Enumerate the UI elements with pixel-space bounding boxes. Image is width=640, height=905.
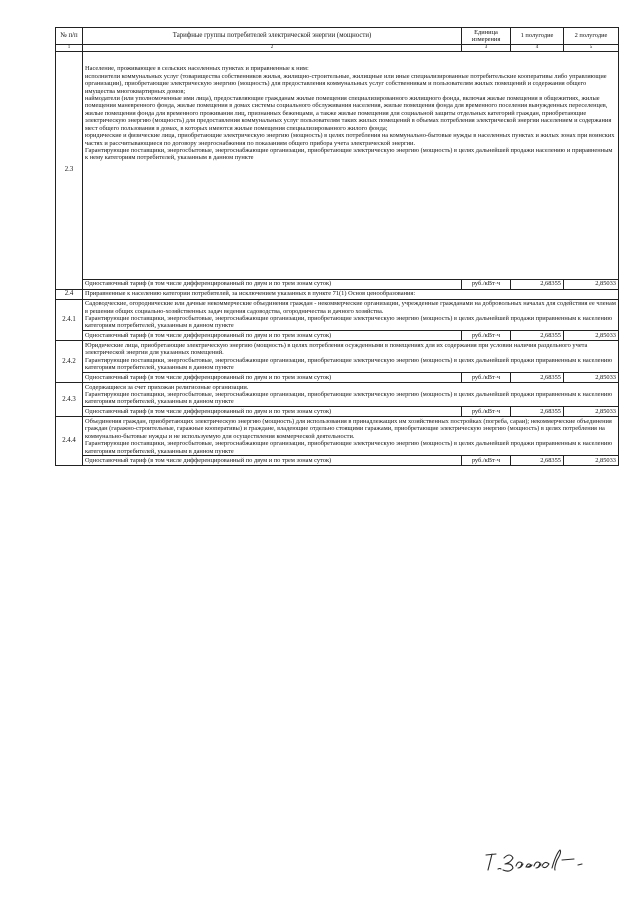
header-first-half: 1 полугодие <box>511 28 564 45</box>
table-row <box>56 289 619 299</box>
row-number: 2.4.2 <box>56 341 83 383</box>
row-paragraph: Гарантирующие поставщики, энергосбытовые, энергоснабжающие организации, приобретающие электрическую энергию (мощность) в целях дальнейшей продажи населению и приравненным к нему категориям потребителей, указанным в данном пункте <box>85 146 613 162</box>
tariff-first-half: 2,68355 <box>511 456 564 466</box>
tariff-row <box>56 456 619 466</box>
row-paragraph: Объединения граждан, приобретающих электрическую энергию (мощность) для использования в принадлежащих им хозяйственных постройках (погреба, сараи); некоммерческие объединения граждан (гаражно-строительные, гаражные кооперативы) и граждане, владеющие отдельно стоящими гаражами, приобретающие электрическую энергию (мощность) в целях потребления на коммунально-бытовые нужды и не используемую для осуществления коммерческой деятельности. <box>85 417 612 440</box>
row-paragraph: Гарантирующие поставщики, энергосбытовые, энергоснабжающие организации, приобретающие электрическую энергию (мощность) в целях дальнейшей продажи приравненным к населению категориям потребителей, указанным в данном пункте <box>85 356 613 372</box>
tariff-label: Одноставочный тариф (в том числе дифференцированный по двум и по трем зонам суток) <box>83 331 462 341</box>
row-description <box>83 383 619 407</box>
table-row <box>56 383 619 407</box>
row-paragraph: Гарантирующие поставщики, энергосбытовые, энергоснабжающие организации, приобретающие электрическую энергию (мощность) в целях дальнейшей продажи приравненным к населению категориям потребителей, указанным в данном пункте <box>85 315 613 330</box>
row-number: 2.4 <box>56 289 83 299</box>
column-number: 2 <box>83 44 462 51</box>
header-group: Тарифные группы потребителей электрической энергии (мощности) <box>83 28 462 45</box>
tariff-unit: руб./кВт·ч <box>462 373 511 383</box>
tariff-second-half: 2,85033 <box>564 373 619 383</box>
column-number: 4 <box>511 44 564 51</box>
tariff-label: Одноставочный тариф (в том числе дифференцированный по двум и по трем зонам суток) <box>83 456 462 466</box>
row-paragraph: Содержащиеся за счет прихожан религиозные организации. <box>85 383 249 391</box>
tariff-row <box>56 373 619 383</box>
tariff-second-half: 2,85033 <box>564 331 619 341</box>
row-paragraph: Гарантирующие поставщики, энергосбытовые, энергоснабжающие организации, приобретающие электрическую энергию (мощность) в целях дальнейшей продажи приравненным к населению категориям потребителей, указанным в данном пункте <box>85 440 613 455</box>
row-description <box>83 341 619 373</box>
tariff-unit: руб./кВт·ч <box>462 407 511 417</box>
tariff-unit: руб./кВт·ч <box>462 456 511 466</box>
row-description <box>83 299 619 331</box>
tariff-unit: руб./кВт·ч <box>462 331 511 341</box>
row-number: 2.4.3 <box>56 383 83 417</box>
table-row <box>56 51 619 279</box>
header-num: № п/п <box>56 28 83 45</box>
tariff-first-half: 2,68355 <box>511 407 564 417</box>
tariff-row <box>56 331 619 341</box>
tariff-first-half: 2,68355 <box>511 279 564 289</box>
row-paragraph: Садоводческие, огороднические или дачные некоммерческие объединения граждан - некоммерческие организации, учрежденные гражданами на добровольных началах для содействия ее членам в решении общих социально-хозяйственных задач ведения садоводства, огородничества и дачного хозяйства. <box>85 300 616 315</box>
tariff-row <box>56 407 619 417</box>
row-number: 2.4.4 <box>56 417 83 466</box>
column-number: 5 <box>564 44 619 51</box>
column-number: 3 <box>462 44 511 51</box>
row-number: 2.4.1 <box>56 299 83 341</box>
tariff-row <box>56 279 619 289</box>
tariff-table <box>55 27 619 466</box>
tariff-second-half: 2,85033 <box>564 407 619 417</box>
table-header <box>56 28 619 45</box>
handwritten-signature <box>482 846 602 876</box>
row-number: 2.3 <box>56 51 83 289</box>
row-description <box>83 417 619 456</box>
table-row <box>56 417 619 456</box>
row-description: Приравненные к населению категории потребителей, за исключением указанных в пункте 71(1) Основ ценообразования: <box>83 289 619 299</box>
column-numbers-row <box>56 44 619 51</box>
tariff-first-half: 2,68355 <box>511 373 564 383</box>
row-paragraph: исполнители коммунальных услуг (товарищества собственников жилья, жилищно-строительные, жилищные или иные специализированные потребительские кооперативы либо управляющие организации), приобретающие электрическую энергию (мощность) для предоставления коммунальных услуг собственникам и пользователям жилых помещений и содержания общего имущества многоквартирных домов; <box>85 72 607 95</box>
tariff-first-half: 2,68355 <box>511 331 564 341</box>
tariff-second-half: 2,85033 <box>564 456 619 466</box>
tariff-second-half: 2,85033 <box>564 279 619 289</box>
tariff-unit: руб./кВт·ч <box>462 279 511 289</box>
row-paragraph: Юридические лица, приобретающие электрическую энергию (мощность) в целях потребления осужденными в помещениях для их содержания при условии наличия раздельного учета электрической энергии для указанных помещений. <box>85 341 588 357</box>
tariff-label: Одноставочный тариф (в том числе дифференцированный по двум и по трем зонам суток) <box>83 373 462 383</box>
row-description <box>83 51 619 279</box>
column-number: 1 <box>56 44 83 51</box>
table-row <box>56 299 619 331</box>
row-paragraph: наймодатели (или уполномоченные ими лица), предоставляющие гражданам жилые помещения специализированного жилищного фонда, включая жилые помещения в общежитиях, жилые помещения маневренного фонда, жилые помещения в домах системы социального обслуживания населения, жилые помещения фонда для временного поселения вынужденных переселенцев, жилые помещения фонда для временного проживания лиц, признанных беженцами, а также жилые помещения для социальной защиты отдельных категорий граждан, приобретающие электрическую энергию (мощность) для предоставления коммунальных услуг пользователям таких жилых помещений в объемах потребления электрической энергии населением и содержания мест общего пользования в домах, в которых имеются жилые помещения специализированного жилого фонда; <box>85 95 612 132</box>
header-second-half: 2 полугодие <box>564 28 619 45</box>
row-paragraph: юридические и физические лица, приобретающие электрическую энергию (мощность) в целях потребления на коммунально-бытовые нужды в населенных пунктах и жилых зонах при воинских частях и рассчитывающиеся по договору энергоснабжения по показаниям общего прибора учета электрической энергии. <box>85 132 615 147</box>
table-row <box>56 341 619 373</box>
tariff-label: Одноставочный тариф (в том числе дифференцированный по двум и по трем зонам суток) <box>83 407 462 417</box>
tariff-label: Одноставочный тариф (в том числе дифференцированный по двум и по трем зонам суток) <box>83 279 462 289</box>
row-paragraph: Население, проживающее в сельских населенных пунктах и приравненные к ним: <box>85 65 309 73</box>
header-unit: Единица измерения <box>462 28 511 45</box>
row-paragraph: Гарантирующие поставщики, энергосбытовые, энергоснабжающие организации, приобретающие электрическую энергию (мощность) в целях дальнейшей продажи приравненным к населению категориям потребителей, указанным в данном пункте <box>85 391 613 406</box>
